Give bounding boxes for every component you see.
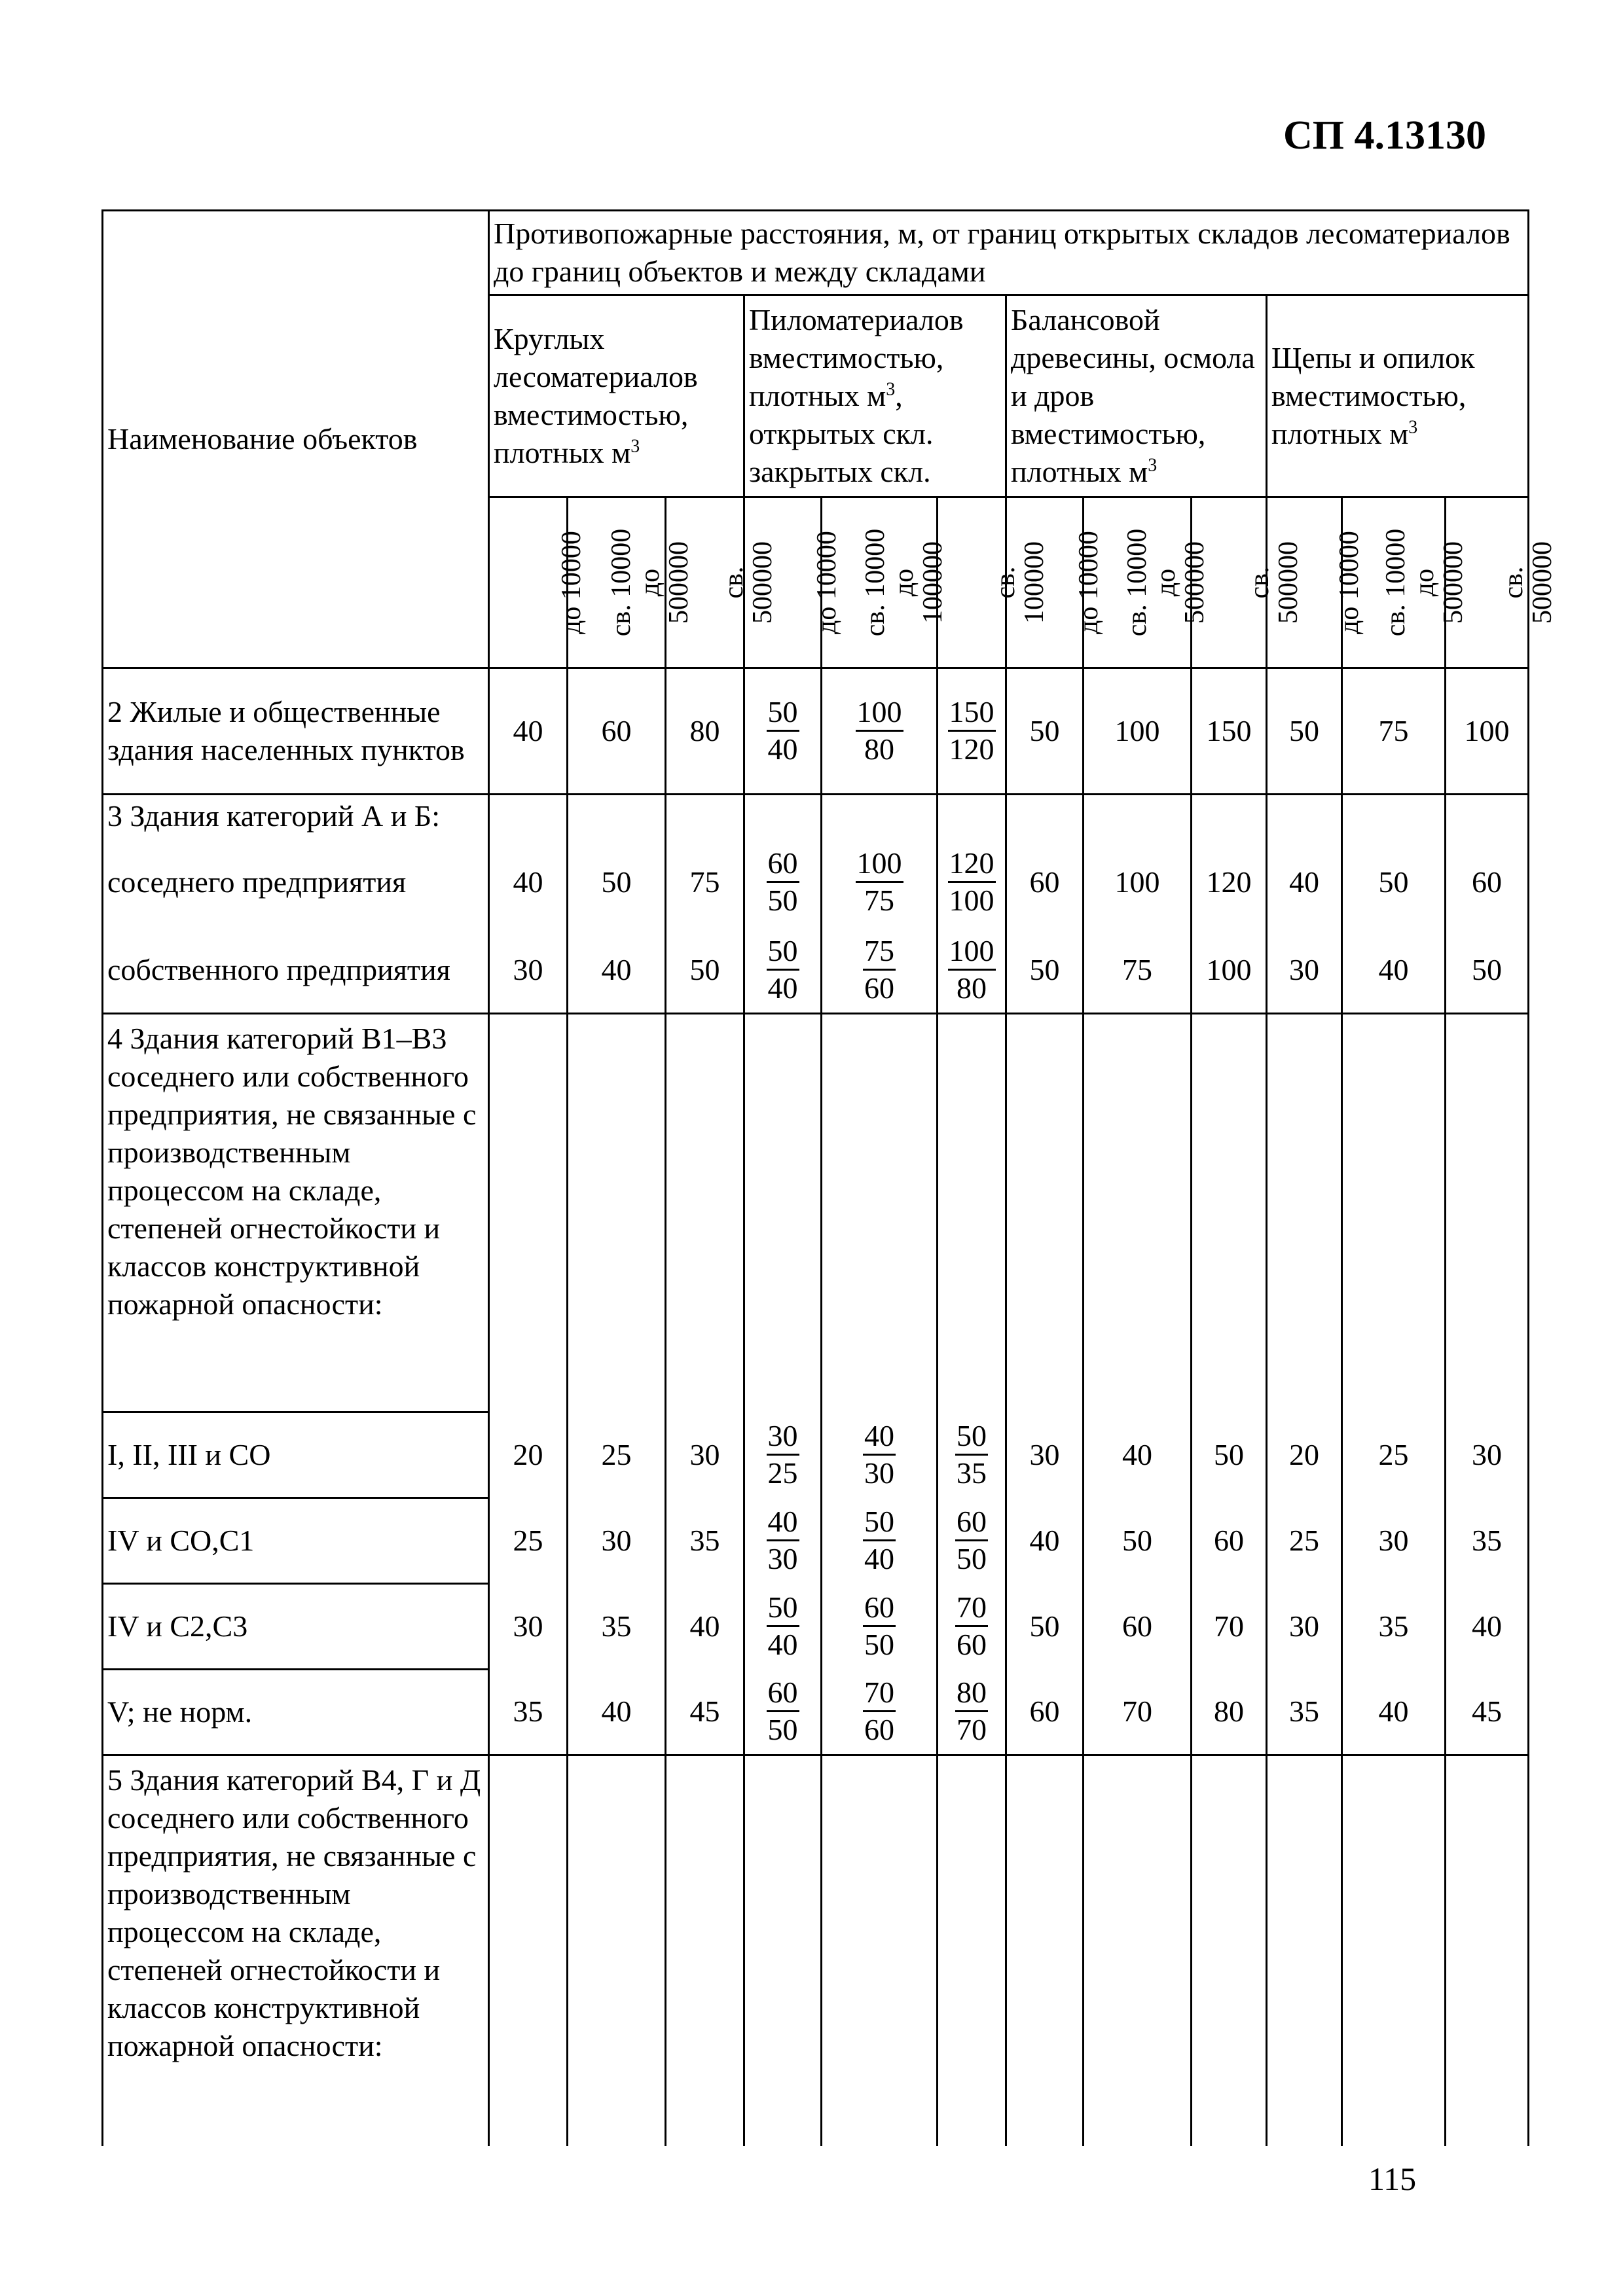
table-cell: 100 [1446,668,1529,795]
table-cell: 75 [1342,668,1446,795]
table-cell: 40 [489,668,568,795]
table-cell: 70 [1084,1670,1192,1755]
blank-cell [1267,1755,1342,2147]
table-cell: 60 [1006,837,1084,927]
blank-cell [744,795,822,838]
blank-cell [1267,1014,1342,1412]
table-cell: 50 [1446,927,1529,1014]
blank-cell [568,795,666,838]
table-cell: 150 [1192,668,1267,795]
blank-cell [1192,1014,1267,1412]
main-column-header: Противопожарные расстояния, м, от границ открытых складов лесоматериалов до границ объектов и между складами [489,211,1529,295]
table-cell: 80 [1192,1670,1267,1755]
table-cell-fraction: $\frac{75}{60}$ [822,927,938,1014]
table-cell: 40 [1006,1498,1084,1584]
table-cell-fraction: $\frac{30}{25}$ [744,1412,822,1498]
table-cell: 30 [1446,1412,1529,1498]
table-cell: 50 [568,837,666,927]
name-column-header: Наименование объектов [103,211,489,668]
table-cell: 45 [666,1670,744,1755]
fire-distance-table [101,209,1558,2146]
blank-cell [489,795,568,838]
blank-cell [822,795,938,838]
document-code: СП 4.13130 [1283,113,1486,158]
capacity-header: до 10000 [1006,497,1084,668]
row-section-title: 4 Здания категорий В1–В3 соседнего или собственного предприятия, не связанные с производственным процессом на складе, степеней огнестойкости и классов конструктивной пожарной опасности: [103,1014,489,1412]
table-cell: 50 [1267,668,1342,795]
row-name: соседнего предприятия [103,837,489,927]
table-cell-fraction: $\frac{70}{60}$ [938,1584,1006,1670]
row-name: I, II, III и СО [103,1412,489,1498]
table-cell: 40 [1342,927,1446,1014]
table-row [103,1498,1529,1584]
table-cell: 30 [568,1498,666,1584]
table-cell: 50 [1084,1498,1192,1584]
blank-cell [1006,1014,1084,1412]
capacity-header: св. 100000 [938,497,1006,668]
table-cell-fraction: $\frac{100}{75}$ [822,837,938,927]
capacity-header: св. 500000 [666,497,744,668]
table-cell: 120 [1192,837,1267,927]
blank-cell [666,1755,744,2147]
table-cell: 30 [1006,1412,1084,1498]
blank-cell [489,1014,568,1412]
group-header-chips: Щепы и опилок вместимостью, плотных $м^3$ [1267,295,1529,497]
table-cell: 50 [1006,668,1084,795]
row-name: 2 Жилые и общественные здания населенных пунктов [103,668,489,795]
blank-cell [666,1014,744,1412]
blank-cell [744,1014,822,1412]
row-name: IV и С2,С3 [103,1584,489,1670]
table-cell: 50 [666,927,744,1014]
table-cell: 75 [1084,927,1192,1014]
capacity-header: св. 10000 до 100000 [822,497,938,668]
row-section-title: 3 Здания категорий А и Б: [103,795,489,838]
table-cell: 30 [1342,1498,1446,1584]
blank-cell [568,1755,666,2147]
table-cell: 35 [489,1670,568,1755]
table-cell: 30 [666,1412,744,1498]
table-cell-fraction: $\frac{60}{50}$ [744,1670,822,1755]
row-name: IV и СО,С1 [103,1498,489,1584]
blank-cell [1267,795,1342,838]
table-cell-fraction: $\frac{100}{80}$ [822,668,938,795]
table-cell-fraction: $\frac{120}{100}$ [938,837,1006,927]
table-cell: 45 [1446,1670,1529,1755]
table-cell: 30 [489,927,568,1014]
table-cell-fraction: $\frac{50}{40}$ [744,1584,822,1670]
capacity-header: св. 500000 [1192,497,1267,668]
table-cell: 100 [1192,927,1267,1014]
row-section-title: 5 Здания категорий В4, Г и Д соседнего или собственного предприятия, не связанные с производственным процессом на складе, степеней огнестойкости и классов конструктивной пожарной опасности: [103,1755,489,2147]
table-row [103,927,1529,1014]
blank-cell [1006,795,1084,838]
table-cell: 40 [1084,1412,1192,1498]
table-cell-fraction: $\frac{150}{120}$ [938,668,1006,795]
table-cell-fraction: $\frac{40}{30}$ [822,1412,938,1498]
table-cell: 40 [1342,1670,1446,1755]
table-cell: 60 [1192,1498,1267,1584]
blank-cell [822,1755,938,2147]
table-cell: 35 [1267,1670,1342,1755]
table-row [103,1412,1529,1498]
table-cell: 40 [1267,837,1342,927]
table-cell: 35 [1342,1584,1446,1670]
table-row-section-title [103,1014,1529,1412]
table-row [103,668,1529,795]
table-row-section-title [103,1755,1529,2147]
table-cell: 30 [489,1584,568,1670]
blank-cell [744,1755,822,2147]
blank-cell [938,1755,1006,2147]
row-name: V; не норм. [103,1670,489,1755]
blank-cell [1342,1755,1446,2147]
capacity-header: до 10000 [744,497,822,668]
blank-cell [489,1755,568,2147]
table-cell: 40 [1446,1584,1529,1670]
capacity-header: до 10000 [1267,497,1342,668]
table-cell-fraction: $\frac{60}{50}$ [822,1584,938,1670]
table-cell: 30 [1267,927,1342,1014]
table-cell-fraction: $\frac{80}{70}$ [938,1670,1006,1755]
table-cell: 40 [568,927,666,1014]
blank-cell [666,795,744,838]
table-cell-fraction: $\frac{60}{50}$ [744,837,822,927]
capacity-header: св. 10000 до 500000 [1342,497,1446,668]
table-cell-fraction: $\frac{70}{60}$ [822,1670,938,1755]
page-number: 115 [1368,2161,1417,2197]
capacity-header: св. 500000 [1446,497,1529,668]
blank-cell [1446,1014,1529,1412]
table-cell-fraction: $\frac{50}{35}$ [938,1412,1006,1498]
table-cell: 50 [1192,1412,1267,1498]
blank-cell [1446,1755,1529,2147]
table-cell: 30 [1267,1584,1342,1670]
table-cell: 60 [1006,1670,1084,1755]
table-cell: 20 [489,1412,568,1498]
blank-cell [1084,1014,1192,1412]
table-cell: 60 [1446,837,1529,927]
table-cell: 100 [1084,837,1192,927]
blank-cell [568,1014,666,1412]
table-cell: 60 [1084,1584,1192,1670]
blank-cell [1084,795,1192,838]
table-cell: 25 [568,1412,666,1498]
table-cell: 25 [489,1498,568,1584]
table-cell-fraction: $\frac{50}{40}$ [744,927,822,1014]
table-cell-fraction: $\frac{50}{40}$ [822,1498,938,1584]
table-cell: 20 [1267,1412,1342,1498]
table-cell: 35 [1446,1498,1529,1584]
table-cell: 50 [1006,1584,1084,1670]
table-row [103,837,1529,927]
table-cell-fraction: $\frac{50}{40}$ [744,668,822,795]
group-header-sawn-timber: Пиломатериалов вместимостью, плотных $м^3$, открытых скл. закрытых скл. [744,295,1006,497]
table-cell: 40 [568,1670,666,1755]
table-cell: 75 [666,837,744,927]
blank-cell [938,1014,1006,1412]
blank-cell [1342,795,1446,838]
table-row [103,1584,1529,1670]
table-cell: 70 [1192,1584,1267,1670]
table-cell: 100 [1084,668,1192,795]
table-cell-fraction: $\frac{100}{80}$ [938,927,1006,1014]
table-cell: 40 [489,837,568,927]
group-header-pulpwood: Балансовой древесины, осмола и дров вместимостью, плотных $м^3$ [1006,295,1267,497]
header-row-main [103,211,1529,295]
blank-cell [1084,1755,1192,2147]
capacity-header: св. 10000 до 500000 [568,497,666,668]
table-cell: 25 [1267,1498,1342,1584]
group-header-round-timber: Круглых лесоматериалов вместимостью, плотных $м^3$ [489,295,744,497]
table-cell: 40 [666,1584,744,1670]
blank-cell [822,1014,938,1412]
table-cell: 60 [568,668,666,795]
blank-cell [1192,1755,1267,2147]
table-cell: 25 [1342,1412,1446,1498]
table-cell: 35 [666,1498,744,1584]
table-cell-fraction: $\frac{60}{50}$ [938,1498,1006,1584]
table-row-section-title [103,795,1529,838]
blank-cell [1006,1755,1084,2147]
table-cell-fraction: $\frac{40}{30}$ [744,1498,822,1584]
table-cell: 35 [568,1584,666,1670]
table-row [103,1670,1529,1755]
table-cell: 80 [666,668,744,795]
blank-cell [1342,1014,1446,1412]
capacity-header: до 10000 [489,497,568,668]
blank-cell [1192,795,1267,838]
blank-cell [1446,795,1529,838]
capacity-header: св. 10000 до 500000 [1084,497,1192,668]
row-name: собственного предприятия [103,927,489,1014]
blank-cell [938,795,1006,838]
table-cell: 50 [1006,927,1084,1014]
table-cell: 50 [1342,837,1446,927]
